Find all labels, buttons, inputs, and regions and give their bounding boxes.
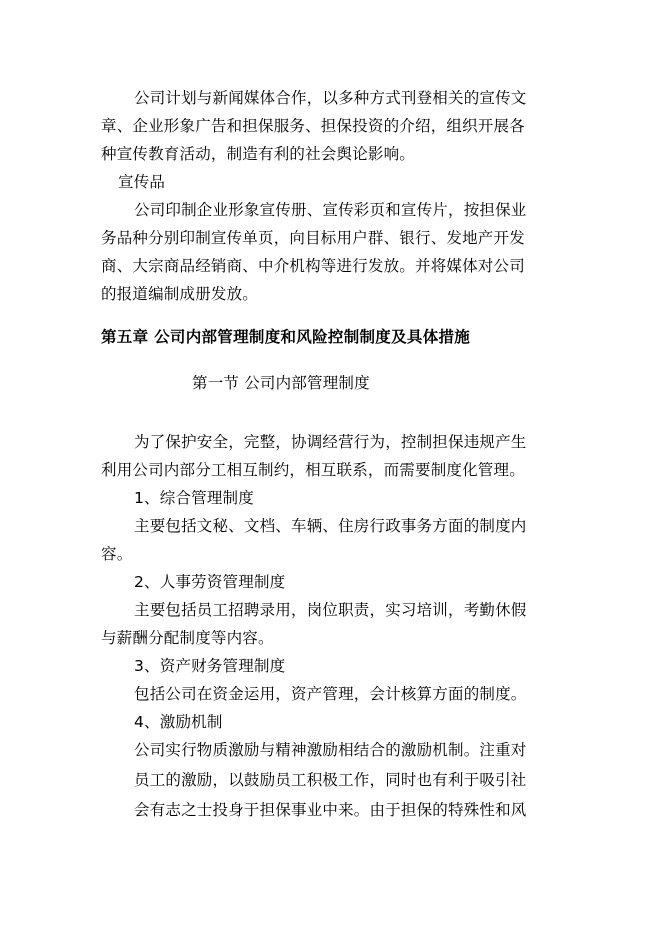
paragraph-line: 种宣传教育活动，制造有利的社会舆论影响。	[101, 145, 416, 163]
paragraph-line: 主要包括文秘、文档、车辆、住房行政事务方面的制度内	[134, 517, 527, 535]
paragraph-line: 员工的激励，以鼓励员工积极工作，同时也有利于吸引社	[134, 771, 527, 789]
paragraph-line: 会有志之士投身于担保事业中来。由于担保的特殊性和风	[134, 801, 527, 819]
paragraph-line: 务品种分别印制宣传单页，向目标用户群、银行、发地产开发	[101, 229, 525, 247]
paragraph-line: 公司印制企业形象宣传册、宣传彩页和宣传片，按担保业	[134, 201, 527, 219]
list-item-heading: 3、资产财务管理制度	[134, 657, 286, 675]
paragraph-line: 公司实行物质激励与精神激励相结合的激励机制。注重对	[134, 741, 527, 759]
chapter-heading: 第五章 公司内部管理制度和风险控制制度及具体措施	[101, 328, 471, 346]
subheading-promo: 宣传品	[118, 173, 166, 191]
list-item-heading: 4、激励机制	[134, 713, 223, 731]
paragraph-line: 商、大宗商品经销商、中介机构等进行发放。并将媒体对公司	[101, 257, 525, 275]
paragraph-line: 主要包括员工招聘录用，岗位职责，实习培训，考勤休假	[134, 601, 527, 619]
list-item-heading: 1、综合管理制度	[134, 489, 254, 507]
section-heading: 第一节 公司内部管理制度	[192, 374, 370, 392]
paragraph-line: 公司计划与新闻媒体合作，以多种方式刊登相关的宣传文	[134, 89, 527, 107]
paragraph-line: 的报道编制成册发放。	[101, 285, 259, 303]
paragraph-line: 章、企业形象广告和担保服务、担保投资的介绍，组织开展各	[101, 117, 525, 135]
paragraph-line: 容。	[101, 545, 133, 563]
paragraph-line: 为了保护安全，完整，协调经营行为，控制担保违规产生	[134, 433, 527, 451]
paragraph-line: 与薪酬分配制度等内容。	[101, 629, 274, 647]
list-item-heading: 2、人事劳资管理制度	[134, 573, 286, 591]
paragraph-line: 包括公司在资金运用，资产管理，会计核算方面的制度。	[134, 685, 527, 703]
paragraph-line: 利用公司内部分工相互制约，相互联系，而需要制度化管理。	[101, 461, 525, 479]
